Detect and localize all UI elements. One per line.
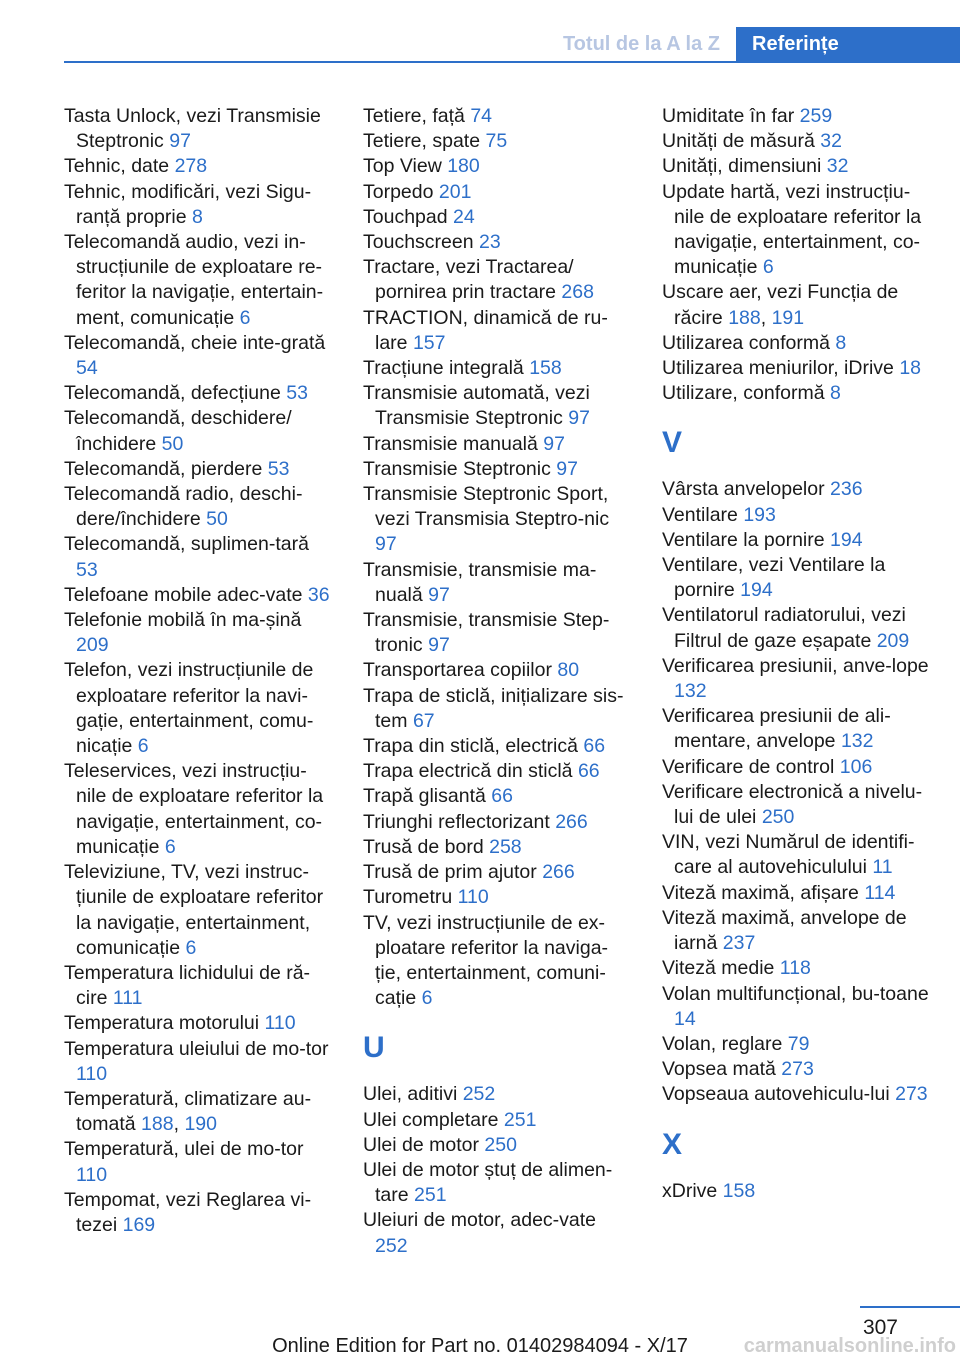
index-entry — [363, 482, 633, 558]
index-entry-text: Teleservices, vezi instrucțiu‐nile de exploatare referitor la navigație, entertainment, co‐municație — [64, 760, 324, 858]
index-entry — [64, 1037, 334, 1087]
page-reference-link[interactable]: 110 — [76, 1062, 108, 1085]
index-entry-text: Tehnic, date — [64, 155, 175, 178]
page-reference-link[interactable]: 111 — [112, 987, 143, 1010]
index-column-3 — [662, 104, 932, 1204]
index-entry-text: Telecomandă, defecțiune — [64, 382, 287, 405]
index-entry — [662, 704, 932, 754]
index-entry-text: Telecomandă, cheie inte‐grată — [64, 331, 326, 354]
page-reference-link[interactable]: 32 — [820, 130, 842, 153]
index-entry — [363, 759, 633, 784]
index-entry-text: Temperatura motorului — [64, 1012, 265, 1035]
index-entry-text: Vopseaua autovehiculu‐lui — [662, 1083, 896, 1106]
index-entry-text: Transmisie Steptronic — [363, 457, 557, 480]
index-entry-text: Televiziune, TV, vezi instruc‐țiunile de exploatare referitor la navigație, entertainment, comunicație — [64, 861, 324, 959]
index-entry — [363, 1133, 633, 1158]
index-entry — [64, 583, 334, 608]
index-entry — [662, 830, 932, 880]
page-reference-link[interactable]: 8 — [829, 382, 841, 405]
index-entry-text: Trusă de prim ajutor — [363, 861, 543, 884]
index-entry-text: Touchpad — [363, 205, 453, 228]
index-entry-text: Uscare aer, vezi Funcția de răcire — [662, 281, 899, 329]
index-entry-text: Ulei completare — [363, 1108, 504, 1131]
index-entry-text: Telecomandă, pierdere — [64, 457, 268, 480]
index-entry-text: Tetiere, spate — [363, 130, 486, 153]
index-entry-text: Volan, reglare — [662, 1032, 788, 1055]
page-reference-link[interactable]: 237 — [722, 932, 756, 955]
page-reference-link[interactable]: 50 — [161, 432, 184, 455]
page-reference-link[interactable]: 250 — [761, 806, 795, 829]
index-entry-text: Unități, dimensiuni — [662, 155, 827, 178]
page-reference-link[interactable]: 278 — [174, 155, 208, 178]
index-entry-text: Transmisie automată, vezi Transmisie Steptronic — [363, 382, 590, 430]
index-entry — [662, 1057, 932, 1082]
index-entry — [662, 154, 932, 179]
page-reference-link[interactable]: 188 — [728, 306, 761, 329]
index-entry-text: Tasta Unlock, vezi Transmisie Steptronic — [64, 105, 321, 153]
index-entry — [363, 255, 633, 305]
index-entry — [64, 608, 334, 658]
index-entry — [64, 406, 334, 456]
index-entry-text: Transmisie Steptronic Sport, vezi Transmisia Steptro‐nic — [363, 483, 610, 531]
page-reference-link[interactable]: 66 — [577, 760, 600, 783]
index-entry — [363, 104, 633, 129]
page-reference-link[interactable]: 194 — [830, 528, 863, 551]
page-reference-link[interactable]: 97 — [568, 407, 590, 430]
index-entry — [64, 331, 334, 381]
index-entry-text: Temperatura uleiului de mo‐tor — [64, 1037, 329, 1060]
index-entry — [64, 1188, 334, 1238]
page-reference-link[interactable]: 209 — [76, 634, 109, 657]
index-entry — [363, 608, 633, 658]
page-reference-link[interactable]: 97 — [543, 432, 565, 455]
page-reference-link[interactable]: 6 — [239, 306, 251, 329]
index-entry-text: Trapa electrică din sticlă — [363, 760, 578, 783]
index-entry-text: Trapa din sticlă, electrică — [363, 735, 584, 758]
index-entry-text: Update hartă, vezi instrucțiu‐nile de exploatare referitor la navigație, entertainment, co‐municație — [662, 180, 922, 279]
edition-footer: Online Edition for Part no. 01402984094 - X/17 — [272, 1335, 688, 1357]
index-entry-text: Telefoane mobile adec‐vate — [64, 583, 308, 606]
index-entry-text: Viteză medie — [662, 957, 780, 980]
header-rule — [64, 61, 960, 63]
index-entry-text: Triunghi reflectorizant — [363, 810, 556, 833]
index-entry — [662, 1179, 932, 1204]
index-entry — [662, 881, 932, 906]
index-entry-text: Volan multifuncțional, bu‐toane — [662, 982, 929, 1005]
index-entry-text: Ulei de motor — [363, 1133, 485, 1156]
page-reference-link[interactable]: 190 — [184, 1113, 217, 1136]
index-entry-text: Vopsea mată — [662, 1058, 782, 1081]
index-entry — [662, 528, 932, 553]
index-entry — [363, 658, 633, 683]
index-entry-text: Tractare, vezi Tractarea/ pornirea prin tractare — [363, 256, 574, 304]
index-entry-text: TRACTION, dinamică de ru‐lare — [363, 306, 608, 354]
index-entry — [363, 734, 633, 759]
index-entry — [363, 784, 633, 809]
index-entry-text: Temperatură, ulei de mo‐tor — [64, 1138, 304, 1161]
page-reference-link[interactable]: 268 — [561, 281, 594, 304]
page-reference-link[interactable]: 74 — [470, 105, 493, 127]
index-entry-text: Transportarea copiilor — [363, 659, 558, 682]
index-entry: Uscare aer, vezi Funcția de răcire 188, 191 — [662, 281, 899, 329]
page-reference-link[interactable]: 251 — [503, 1108, 537, 1131]
page-reference-link[interactable]: 75 — [485, 130, 508, 153]
index-entry-text: Ventilatorul radiatorului, vezi Filtrul de gaze eșapate — [662, 604, 906, 652]
page-reference-link[interactable]: 80 — [557, 659, 580, 682]
index-entry-text: Utilizarea meniurilor, iDrive — [662, 357, 900, 380]
page-reference-link[interactable]: 110 — [264, 1012, 296, 1035]
page-reference-link[interactable]: 32 — [826, 155, 849, 178]
page-reference-link[interactable]: 97 — [428, 634, 450, 657]
index-entry-text: Transmisie manuală — [363, 432, 544, 455]
index-entry — [64, 860, 334, 961]
index-entry — [363, 457, 633, 482]
index-entry-text: Tetiere, față — [363, 105, 471, 127]
index-entry-text: Trapă glisantă — [363, 785, 492, 808]
page-reference-link[interactable]: 36 — [307, 583, 330, 606]
page-reference-link[interactable]: 158 — [529, 357, 562, 380]
index-entry — [64, 658, 334, 759]
index-entry — [64, 1137, 334, 1187]
page-reference-link[interactable]: 106 — [839, 755, 873, 778]
page-reference-link[interactable]: 6 — [421, 987, 433, 1010]
page-reference-link[interactable]: 23 — [478, 231, 501, 254]
index-entry — [662, 780, 932, 830]
index-entry-text: Tempomat, vezi Reglarea vi‐tezei — [64, 1188, 312, 1236]
index-entry — [662, 906, 932, 956]
index-entry — [363, 230, 633, 255]
index-entry — [363, 306, 633, 356]
index-entry — [662, 381, 932, 406]
index-entry-text: Transmisie, transmisie Step‐tronic — [363, 609, 610, 657]
page-reference-link[interactable]: 67 — [412, 709, 435, 732]
index-entry — [662, 477, 932, 502]
index-entry-text: TV, vezi instrucțiunile de ex‐ploatare referitor la naviga‐ție, entertainment, comuni‐cație — [363, 911, 609, 1010]
index-entry — [662, 553, 932, 603]
index-entry-text: Transmisie, transmisie ma‐nuală — [363, 558, 597, 606]
index-entry — [662, 503, 932, 528]
index-entry-text: Verificare de control — [662, 755, 840, 778]
page-reference-link[interactable]: 97 — [169, 130, 191, 153]
index-entry — [662, 1082, 932, 1107]
index-entry-text: Telecomandă audio, vezi in‐strucțiunile de exploatare re‐feritor la navigație, entertain‐ment, comunicație — [64, 231, 324, 329]
index-entry-text: Viteză maximă, anvelope de iarnă — [662, 906, 907, 955]
page-reference-link[interactable]: 158 — [722, 1179, 756, 1202]
page-reference-link[interactable]: 273 — [895, 1083, 928, 1106]
page-reference-link[interactable]: 24 — [453, 205, 475, 228]
page-reference-link[interactable]: 273 — [781, 1058, 814, 1081]
index-entry-text: Telecomandă, suplimen‐tară — [64, 533, 309, 556]
index-entry-text: Verificarea presiunii de ali‐mentare, anvelope — [662, 705, 891, 753]
index-entry — [363, 860, 633, 885]
index-entry — [662, 755, 932, 780]
index-entry-text: Unități de măsură — [662, 130, 821, 153]
index-entry — [64, 532, 334, 582]
section-letter: X — [662, 1127, 683, 1161]
index-entry — [662, 356, 932, 381]
index-entry-text: Ulei de motor ștuț de alimen‐tare — [363, 1158, 613, 1207]
page-number: 307 — [862, 1316, 898, 1339]
page-reference-link[interactable]: 193 — [743, 503, 776, 526]
watermark: carmanualsonline.info — [743, 1335, 956, 1357]
page-reference-link[interactable]: 188 — [141, 1113, 174, 1136]
index-entry — [363, 1082, 633, 1107]
index-entry — [363, 381, 633, 431]
index-entry — [363, 205, 633, 230]
page-reference-link[interactable]: 201 — [438, 180, 472, 203]
index-entry — [363, 180, 633, 205]
page-reference-link[interactable]: 191 — [771, 306, 805, 329]
index-entry — [363, 129, 633, 154]
index-entry-text: Tehnic, modificări, vezi Sigu‐ranță proprie — [64, 180, 312, 228]
page-reference-link[interactable]: 53 — [267, 457, 290, 480]
index-entry — [64, 154, 334, 179]
page-reference-link[interactable]: 194 — [740, 579, 773, 602]
index-entry-text: Ventilare la pornire — [662, 528, 831, 551]
index-entry-text: Trusă de bord — [363, 835, 490, 858]
section-letter: U — [363, 1031, 385, 1065]
index-entry — [64, 457, 334, 482]
index-entry — [662, 129, 932, 154]
page-reference-link[interactable]: 157 — [412, 331, 446, 354]
index-entry — [64, 104, 334, 154]
page-reference-link[interactable]: 54 — [76, 357, 98, 380]
index-entry — [363, 356, 633, 381]
page-reference-link[interactable]: 250 — [484, 1133, 517, 1156]
index-entry — [662, 1032, 932, 1057]
index-entry-text: Temperatura lichidului de ră‐cire — [64, 961, 311, 1010]
index-entry-text: Telecomandă, deschidere/ închidere — [64, 407, 292, 455]
index-entry-text: Touchscreen — [363, 231, 479, 254]
page-reference-link[interactable]: 97 — [375, 533, 397, 556]
index-entry-text: Verificare electronică a nivelu‐lui de ulei — [662, 780, 923, 829]
tab-section[interactable]: Referințe — [736, 27, 960, 61]
page-reference-link[interactable]: 110 — [76, 1163, 108, 1186]
index-entry-text: Turometru — [363, 886, 458, 909]
index-entry — [64, 961, 334, 1011]
index-entry — [363, 684, 633, 734]
footer-rule — [860, 1306, 960, 1308]
index-entry-text: Ventilare, vezi Ventilare la pornire — [662, 554, 886, 602]
index-entry — [64, 230, 334, 331]
page-reference-link[interactable]: 6 — [164, 835, 176, 858]
index-entry-text: Verificarea presiunii, anve‐lope — [662, 654, 929, 677]
index-entry — [363, 432, 633, 457]
index-entry-text: xDrive — [662, 1179, 723, 1202]
index-entry-text: Ventilare — [662, 503, 744, 526]
page-reference-link[interactable]: 209 — [876, 629, 910, 652]
page-reference-link[interactable]: 50 — [206, 508, 228, 531]
index-entry-text: Utilizare, conformă — [662, 382, 830, 405]
page-reference-link[interactable]: 110 — [457, 886, 489, 909]
index-entry-text: Ulei, aditivi — [363, 1083, 463, 1106]
page-reference-link[interactable]: 18 — [899, 357, 922, 380]
page-reference-link[interactable]: 97 — [428, 583, 450, 606]
index-entry-text: Viteză maximă, afișare — [662, 881, 865, 904]
index-entry-text: Umiditate în far — [662, 105, 800, 127]
index-entry-text: Temperatură, climatizare au‐tomată — [64, 1087, 312, 1136]
page-reference-link[interactable]: 236 — [830, 478, 863, 501]
index-entry-text: Telefon, vezi instrucțiunile de exploatare referitor la navi‐gație, entertainment, comu‐nicație — [64, 659, 314, 758]
index-entry-text: Telecomandă radio, deschi‐dere/închidere — [64, 483, 303, 531]
page-reference-link[interactable]: 266 — [542, 861, 575, 884]
page-reference-link[interactable]: 14 — [674, 1007, 696, 1030]
index-entry — [363, 810, 633, 835]
index-entry-text: Trapa de sticlă, inițializare sis‐tem — [363, 684, 624, 732]
index-entry — [64, 482, 334, 532]
page-reference-link[interactable]: 252 — [462, 1083, 496, 1106]
page-reference-link[interactable]: 53 — [286, 382, 308, 405]
index-entry — [64, 381, 334, 406]
index-entry — [662, 654, 932, 704]
page-reference-link[interactable]: 132 — [840, 730, 874, 753]
index-entry — [363, 558, 633, 608]
page-reference-link[interactable]: 252 — [375, 1234, 408, 1257]
page-reference-link[interactable]: 6 — [185, 936, 197, 959]
page-reference-link[interactable]: 169 — [122, 1213, 156, 1236]
index-entry-text: VIN, vezi Numărul de identifi‐care al autovehiculului — [662, 831, 915, 879]
index-entry-text: Tracțiune integrală — [363, 357, 530, 380]
section-letter: V — [662, 426, 683, 460]
index-entry: Temperatură, climatizare au‐tomată 188, 190 — [64, 1087, 312, 1136]
index-entry — [662, 982, 932, 1032]
index-entry-text: Vârsta anvelopelor — [662, 478, 831, 501]
index-entry — [363, 1158, 633, 1208]
index-entry — [363, 154, 633, 179]
index-entry — [662, 104, 932, 129]
page-reference-link[interactable]: 8 — [191, 205, 203, 228]
page-reference-link[interactable]: 259 — [799, 105, 833, 127]
page-reference-link[interactable]: 251 — [414, 1184, 447, 1207]
tab-chapter[interactable]: Totul de la A la Z — [562, 33, 720, 55]
page-reference-link[interactable]: 66 — [583, 735, 606, 758]
index-entry-text: Torpedo — [363, 180, 439, 203]
index-entry — [363, 885, 633, 910]
page-reference-link[interactable]: 6 — [137, 735, 149, 758]
index-entry — [363, 1108, 633, 1133]
page-reference-link[interactable]: 114 — [864, 881, 896, 904]
page-reference-link[interactable]: 97 — [556, 457, 578, 480]
index-column-2 — [363, 104, 633, 1259]
page-reference-link[interactable]: 266 — [555, 810, 588, 833]
index-entry — [64, 1011, 334, 1036]
page-reference-link[interactable]: 66 — [491, 785, 513, 808]
index-entry — [64, 180, 334, 230]
page-reference-link[interactable]: 132 — [674, 680, 707, 703]
index-entry — [363, 911, 633, 1012]
page-reference-link[interactable]: 79 — [787, 1032, 810, 1055]
index-entry — [64, 759, 334, 860]
index-entry-text: Utilizarea conformă — [662, 331, 836, 354]
index-entry — [363, 1208, 633, 1258]
header-tabs — [0, 27, 960, 61]
index-entry-text: Uleiuri de motor, adec‐vate — [363, 1209, 597, 1232]
index-column-1 — [64, 104, 334, 1238]
index-entry-text: Top View — [363, 155, 448, 178]
index-entry — [662, 603, 932, 653]
page-reference-link[interactable]: 11 — [872, 856, 893, 879]
index-entry — [363, 835, 633, 860]
page-reference-link[interactable]: 6 — [762, 256, 774, 279]
page-reference-link[interactable]: 180 — [447, 155, 480, 178]
index-entry-text: Telefonie mobilă în ma‐șină — [64, 609, 302, 632]
page-reference-link[interactable]: 118 — [779, 957, 811, 980]
page-reference-link[interactable]: 53 — [76, 558, 98, 581]
index-entry — [662, 180, 932, 281]
page-reference-link[interactable]: 8 — [835, 331, 847, 354]
page-reference-link[interactable]: 258 — [489, 835, 522, 858]
index-entry — [662, 956, 932, 981]
index-entry — [662, 331, 932, 356]
